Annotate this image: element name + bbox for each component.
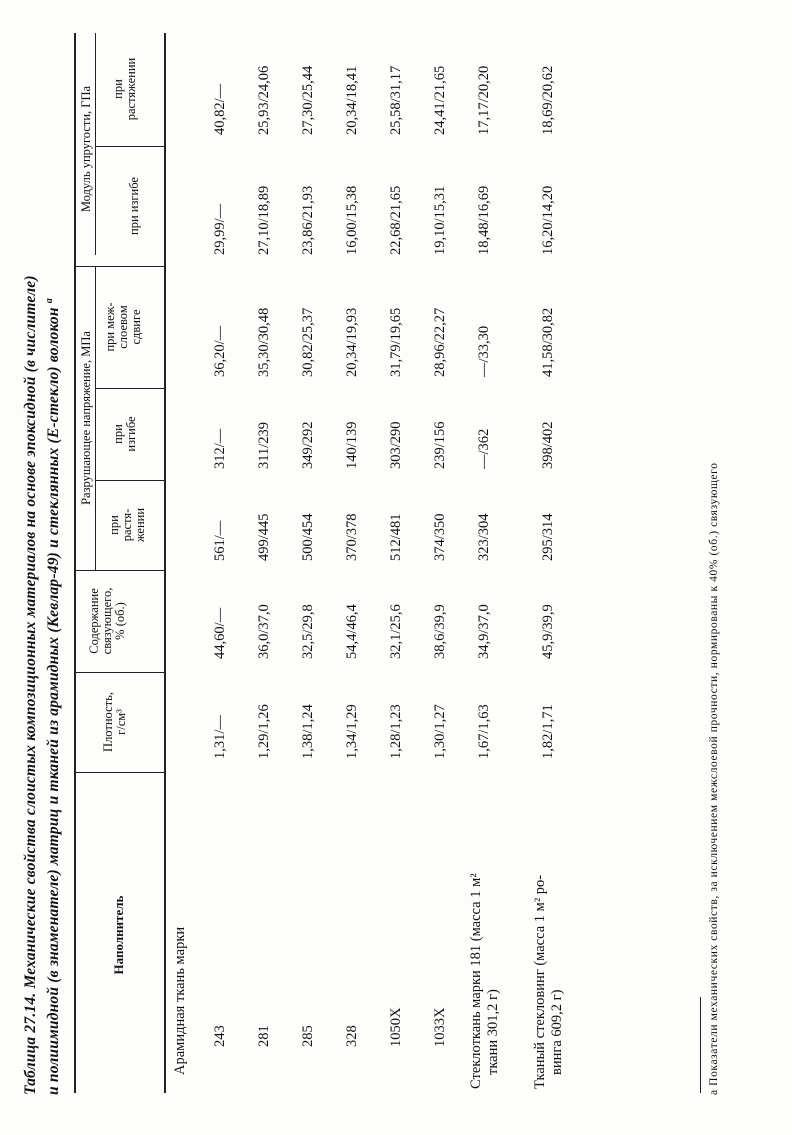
cell-m-bending: 29,99/— <box>212 203 228 255</box>
header-strength-shear: при меж- слоевом сдвиге <box>103 302 143 352</box>
cell-s-tension: 370/378 <box>344 513 360 561</box>
cell-density: 1,30/1,27 <box>432 704 448 759</box>
header-filler: Наполнитель <box>111 895 126 975</box>
cell-m-bending: 19,10/15,31 <box>432 185 448 255</box>
cell-s-bending: 398/402 <box>540 421 556 469</box>
cell-m-tension: 27,30/25,44 <box>300 65 316 135</box>
header-strength-tension: при растя- жении <box>107 507 147 543</box>
cell-density: 1,31/— <box>212 715 228 759</box>
row-label: 243 <box>212 1025 228 1047</box>
cell-density: 1,38/1,24 <box>300 704 316 759</box>
row-label: 1050X <box>388 1007 404 1047</box>
header-binder-content: Содержание связующего, % (об.) <box>87 587 127 655</box>
cell-m-tension: 18,69/20,62 <box>540 65 556 135</box>
cell-binder: 45,9/39,9 <box>540 604 556 659</box>
cell-density: 1,82/1,71 <box>540 704 556 759</box>
strength-group-underline <box>95 267 96 571</box>
table-caption-line-2 <box>44 298 63 1095</box>
cell-density: 1,29/1,26 <box>256 704 272 759</box>
header-bottom-rule <box>164 33 166 1093</box>
cell-s-bending: 312/— <box>212 428 228 469</box>
cell-binder: 32,1/25,6 <box>388 604 404 659</box>
cell-s-tension: 323/304 <box>476 513 492 561</box>
cell-density: 1,28/1,23 <box>388 704 404 759</box>
row-label: Тканый стекловинг (масса 1 м² ро- винга 609,2 г) <box>532 874 565 1089</box>
row-label: 328 <box>344 1025 360 1047</box>
cell-density: 1,34/1,29 <box>344 704 360 759</box>
header-strength-bending: при изгибе <box>111 416 138 452</box>
cell-s-tension: 374/350 <box>432 513 448 561</box>
cell-s-bending: 239/156 <box>432 421 448 469</box>
cell-s-shear: 31,79/19,65 <box>388 307 404 377</box>
cell-s-bending: —/362 <box>476 428 492 469</box>
cell-s-tension: 499/445 <box>256 513 272 561</box>
modulus-group-underline <box>95 33 96 255</box>
cell-density: 1,67/1,63 <box>476 704 492 759</box>
cell-s-tension: 295/314 <box>540 513 556 561</box>
cell-s-shear: 41,58/30,82 <box>540 307 556 377</box>
cell-s-shear: 20,34/19,93 <box>344 307 360 377</box>
cell-m-tension: 20,34/18,41 <box>344 65 360 135</box>
cell-m-tension: 25,93/24,06 <box>256 65 272 135</box>
cell-m-tension: 40,82/— <box>212 83 228 135</box>
table-footnote: а Показатели механических свойств, за исключением межслоевой прочности, нормированы к 40% (об.) связующего <box>708 462 720 1095</box>
footnote-rule <box>700 997 701 1093</box>
cell-s-shear: —/33,30 <box>476 325 492 377</box>
row-label: Стеклоткань марки 181 (масса 1 м² ткани 301,2 г) <box>468 873 501 1089</box>
cell-s-tension: 500/454 <box>300 513 316 561</box>
cell-binder: 54,4/46,4 <box>344 604 360 659</box>
cell-binder: 36,0/37,0 <box>256 604 272 659</box>
cell-s-bending: 311/239 <box>256 422 272 469</box>
header-modulus-group: Модуль упругости, ГПа <box>79 85 93 213</box>
cell-s-shear: 36,20/— <box>212 325 228 377</box>
cell-binder: 38,6/39,9 <box>432 604 448 659</box>
row-label: 1033X <box>432 1007 448 1047</box>
cell-s-shear: 30,82/25,37 <box>300 307 316 377</box>
cell-binder: 32,5/29,8 <box>300 604 316 659</box>
caption-text: и полиимидной (в знаменателе) матриц и тканей из арамидных (Кевлар-49) и стеклянных (E-стекло) волокон <box>45 307 63 1095</box>
header-modulus-tension: при растяжении <box>111 57 138 121</box>
cell-binder: 34,9/37,0 <box>476 604 492 659</box>
row-label: 285 <box>300 1025 316 1047</box>
cell-m-bending: 22,68/21,65 <box>388 185 404 255</box>
vrule-1 <box>75 772 164 773</box>
cell-s-shear: 35,30/30,48 <box>256 307 272 377</box>
cell-m-bending: 16,00/15,38 <box>344 185 360 255</box>
cell-s-bending: 140/139 <box>344 421 360 469</box>
cell-s-tension: 561/— <box>212 520 228 561</box>
cell-s-tension: 512/481 <box>388 513 404 561</box>
cell-s-shear: 28,96/22,27 <box>432 307 448 377</box>
caption-footnote-marker: а <box>44 298 55 304</box>
header-density: Плотность, г/см³ <box>101 692 128 752</box>
cell-m-tension: 24,41/21,65 <box>432 65 448 135</box>
cell-m-bending: 23,86/21,93 <box>300 185 316 255</box>
row-label: 281 <box>256 1025 272 1047</box>
header-modulus-bending: при изгибе <box>127 177 141 235</box>
table-caption-line-1: Таблица 27.14. Механические свойства слоистых композиционных материалов на основе эпоксидной (в числителе) <box>22 275 39 1095</box>
cell-m-bending: 16,20/14,20 <box>540 185 556 255</box>
cell-s-bending: 349/292 <box>300 421 316 469</box>
group-label-aramid: Арамидная ткань марки <box>172 926 188 1075</box>
cell-m-tension: 17,17/20,20 <box>476 65 492 135</box>
cell-m-bending: 18,48/16,69 <box>476 185 492 255</box>
cell-binder: 44,60/— <box>212 607 228 659</box>
cell-m-bending: 27,10/18,89 <box>256 185 272 255</box>
cell-m-tension: 25,58/31,17 <box>388 65 404 135</box>
top-rule <box>74 33 76 1093</box>
header-strength-group: Разрушающее напряжение, МПа <box>79 331 93 505</box>
cell-s-bending: 303/290 <box>388 421 404 469</box>
